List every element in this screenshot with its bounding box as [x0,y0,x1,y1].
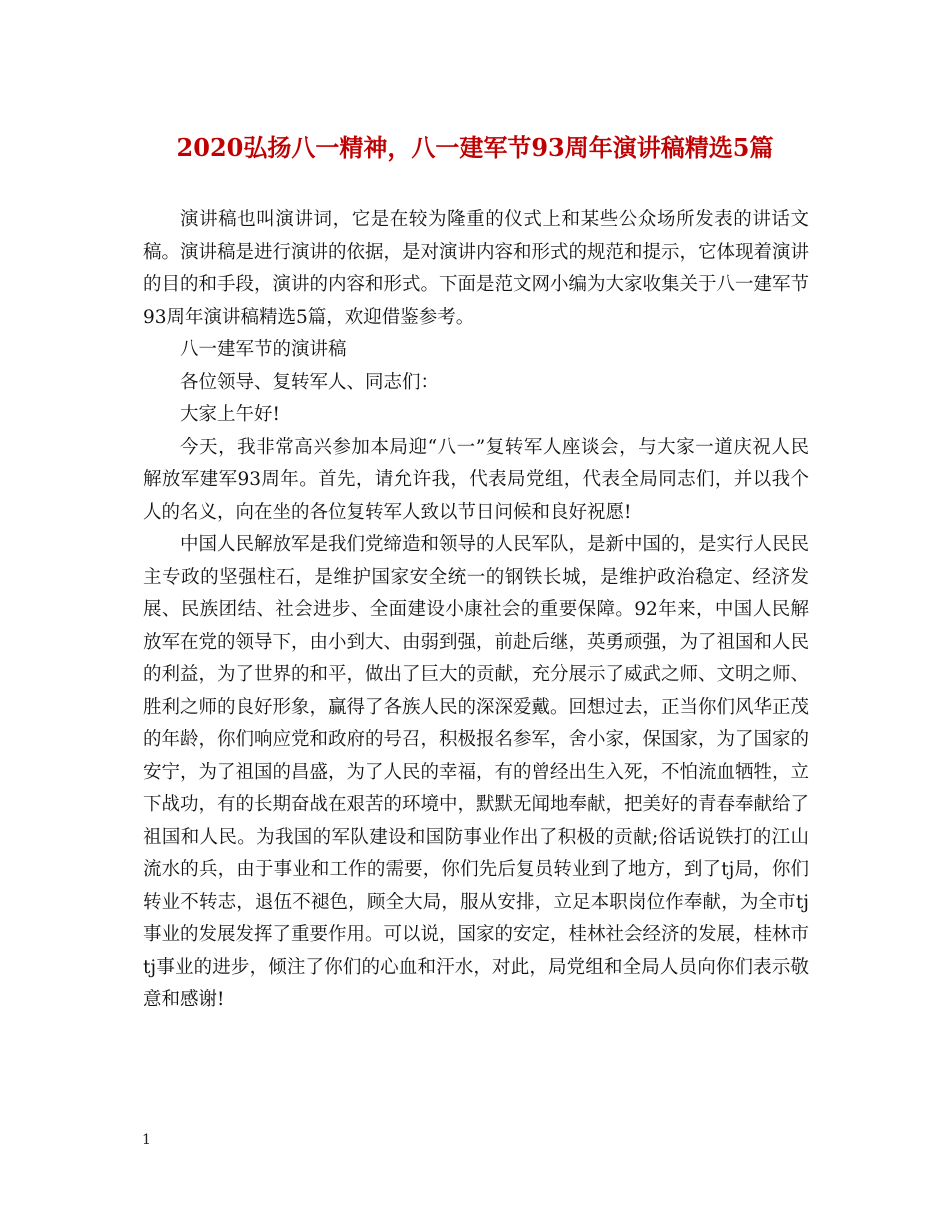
salutation: 各位领导、复转军人、同志们： [180,371,440,393]
body-paragraph: 中国人民解放军是我们党缔造和领导的人民军队，是新中国的，是实行人民民主专政的坚强柱石，是维护国家安全统一的钢铁长城，是维护政治稳定、经济发展、民族团结、社会进步、全面建设小康社会的重要保障。92年来，中国人民解放军在党的领导下，由小到大、由弱到强，前赴后继，英勇顽强，为了祖国和人民的利益，为了世界的和平，做出了巨大的贡献，充分展示了威武之师、文明之师、胜利之师的良好形象，赢得了各族人民的深深爱戴。回想过去，正当你们风华正茂的年龄，你们响应党和政府的号召，积极报名参军，舍小家，保国家，为了国家的安宁，为了祖国的昌盛，为了人民的幸福，有的曾经出生入死，不怕流血牺牲，立下战功，有的长期奋战在艰苦的环境中，默默无闻地奉献，把美好的青春奉献给了祖国和人民。为我国的军队建设和国防事业作出了积极的贡献;俗话说铁打的江山流水的兵，由于事业和工作的需要，你们先后复员转业到了地方，到了tj局，你们转业不转志，退伍不褪色，顾全大局，服从安排，立足本职岗位作奉献，为全市tj事业的发展发挥了重要作用。可以说，国家的安定，桂林社会经济的发展，桂林市tj事业的进步，倾注了你们的心血和汗水，对此，局党组和全局人员向你们表示敬意和感谢! [143,534,810,1010]
document-title: 2020弘扬八一精神，八一建军节93周年演讲稿精选5篇 [176,133,774,162]
body-paragraph: 今天，我非常高兴参加本局迎“八一”复转军人座谈会，与大家一道庆祝人民解放军建军93周年。首先，请允许我，代表局党组，代表全局同志们，并以我个人的名义，向在坐的各位复转军人致以节日问候和良好祝愿! [143,436,809,523]
document-body [143,204,809,1017]
intro-paragraph: 演讲稿也叫演讲词，它是在较为隆重的仪式上和某些公众场所发表的讲话文稿。演讲稿是进行演讲的依据，是对演讲内容和形式的规范和提示，它体现着演讲的目的和手段，演讲的内容和形式。下面是范文网小编为大家收集关于八一建军节93周年演讲稿精选5篇，欢迎借鉴参考。 [143,209,810,328]
speech-heading: 八一建军节的演讲稿 [180,339,347,360]
greeting: 大家上午好! [180,404,280,425]
page-number: 1 [142,1132,151,1148]
